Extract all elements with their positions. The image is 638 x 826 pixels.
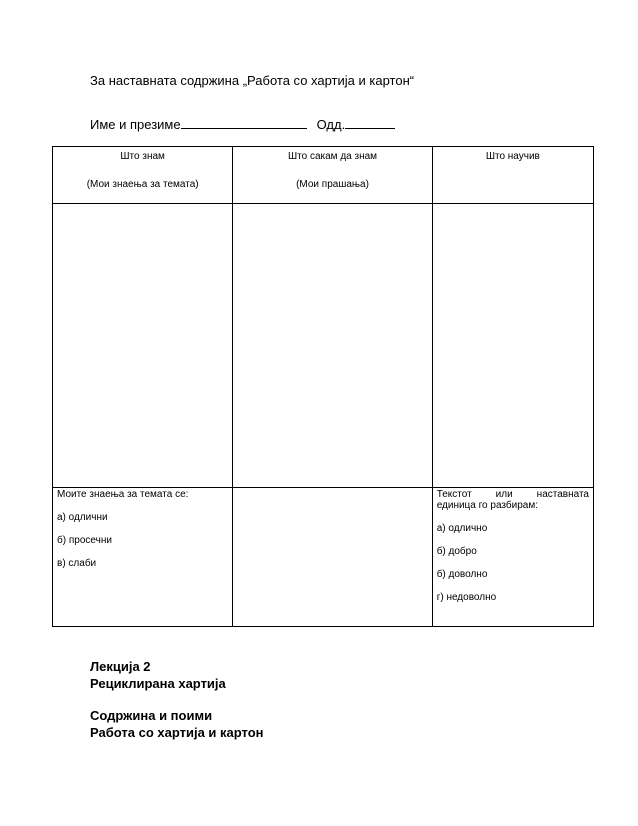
knowledge-option[interactable]: б) просечни bbox=[57, 535, 112, 546]
knowledge-assessment-cell bbox=[53, 488, 233, 627]
content-heading: Содржина и поими bbox=[90, 708, 213, 723]
name-blank-line bbox=[181, 116, 307, 129]
topic-line: За наставната содржина „Работа со хартија и картон“ bbox=[90, 73, 415, 88]
col-want-title: Што сакам да знам bbox=[287, 151, 378, 162]
lesson-title: Рециклирана хартија bbox=[90, 676, 226, 691]
class-blank-line bbox=[345, 116, 395, 129]
lesson-number: Лекција 2 bbox=[90, 659, 151, 674]
class-label: Одд. bbox=[316, 117, 346, 132]
understanding-option[interactable]: б) добро bbox=[436, 546, 477, 557]
kwl-table bbox=[52, 146, 594, 627]
understanding-option[interactable]: б) доволно bbox=[436, 569, 488, 580]
col-know-subtitle: (Мои знаења за темата) bbox=[86, 179, 199, 190]
col-know-header bbox=[53, 147, 233, 204]
col-learned-title: Што научив bbox=[485, 151, 540, 162]
understanding-heading-line1: Текстот или наставната bbox=[436, 489, 589, 500]
name-class-line bbox=[90, 116, 395, 132]
col-learned-header bbox=[432, 147, 593, 204]
know-answer-cell[interactable] bbox=[53, 204, 233, 488]
col-want-subtitle: (Мои прашања) bbox=[296, 179, 369, 190]
col-know-title: Што знам bbox=[120, 151, 165, 162]
knowledge-option[interactable]: в) слаби bbox=[57, 558, 97, 569]
knowledge-heading: Моите знаења за темата се: bbox=[57, 489, 189, 500]
header-row bbox=[53, 147, 594, 204]
understanding-assessment-cell bbox=[432, 488, 593, 627]
content-title: Работа со хартија и картон bbox=[90, 725, 264, 740]
learned-answer-cell[interactable] bbox=[432, 204, 593, 488]
assessment-row bbox=[53, 488, 594, 627]
name-label: Име и презиме bbox=[90, 117, 181, 132]
col-want-header bbox=[233, 147, 432, 204]
understanding-heading-line2: единица го разбирам: bbox=[436, 500, 538, 511]
empty-assessment-cell bbox=[233, 488, 432, 627]
understanding-option[interactable]: а) одлично bbox=[436, 523, 488, 534]
understanding-option[interactable]: г) недоволно bbox=[436, 592, 497, 603]
answer-row bbox=[53, 204, 594, 488]
knowledge-option[interactable]: а) одлични bbox=[57, 512, 108, 523]
want-answer-cell[interactable] bbox=[233, 204, 432, 488]
